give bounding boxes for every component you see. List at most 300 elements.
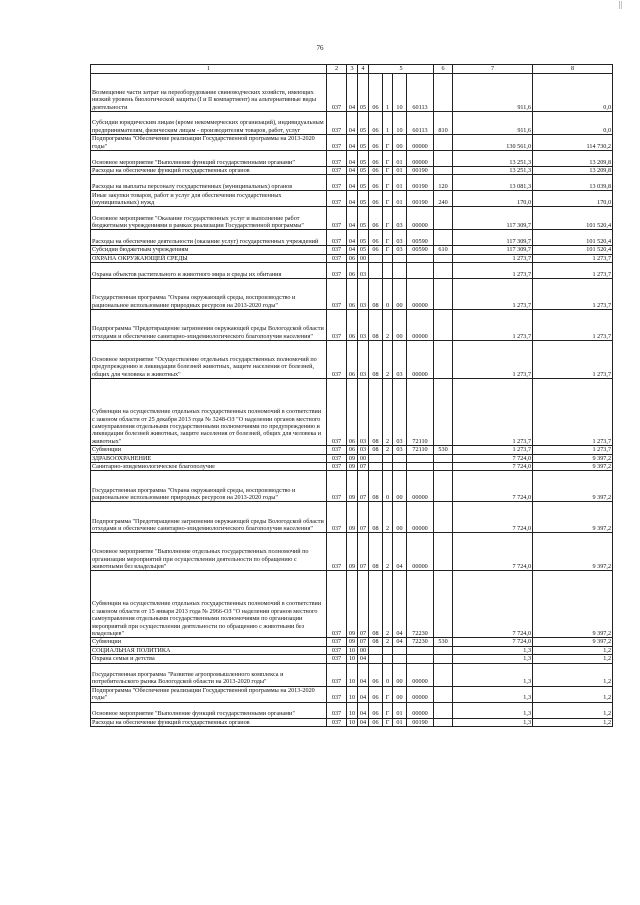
amount-year-2: 170,0 [533, 191, 613, 207]
code-program [369, 646, 383, 654]
code-direction: 00000 [407, 279, 434, 310]
code-subprogram: Г [383, 175, 393, 191]
table-row [91, 379, 613, 446]
code-expense-type [434, 279, 453, 310]
amount-year-1: 1,3 [453, 655, 533, 663]
table-row [91, 175, 613, 191]
code-subsection: 03 [358, 310, 369, 341]
code-ministry: 037 [327, 702, 347, 718]
header-cell: 2 [327, 65, 347, 74]
row-name: Расходы на обеспечение деятельности (оказание услуг) государственных учреждений [91, 230, 327, 246]
code-subprogram: Г [383, 718, 393, 726]
code-subprogram: 0 [383, 279, 393, 310]
code-program: 08 [369, 310, 383, 341]
amount-year-2: 9 397,2 [533, 502, 613, 533]
row-name: Охрана семьи и детства [91, 655, 327, 663]
code-ministry: 037 [327, 571, 347, 638]
amount-year-1: 117 309,7 [453, 207, 533, 230]
code-expense-type [434, 310, 453, 341]
amount-year-1: 130 561,0 [453, 135, 533, 151]
code-ministry: 037 [327, 310, 347, 341]
amount-year-1: 1,3 [453, 686, 533, 702]
code-event: 00 [393, 471, 407, 502]
code-section: 06 [347, 263, 358, 279]
code-program: 06 [369, 718, 383, 726]
header-cell: 4 [358, 65, 369, 74]
row-name: СОЦИАЛЬНАЯ ПОЛИТИКА [91, 646, 327, 654]
code-direction [407, 655, 434, 663]
code-ministry: 037 [327, 279, 347, 310]
code-event: 00 [393, 310, 407, 341]
table-row [91, 655, 613, 663]
row-name: Расходы на обеспечение функций государственных органов [91, 167, 327, 175]
code-direction: 60113 [407, 112, 434, 135]
code-ministry: 037 [327, 135, 347, 151]
code-program [369, 454, 383, 462]
code-direction: 72110 [407, 379, 434, 446]
code-subsection: 07 [358, 463, 369, 471]
budget-table [90, 64, 613, 727]
code-section: 06 [347, 279, 358, 310]
code-subprogram: Г [383, 191, 393, 207]
amount-year-2: 1,2 [533, 718, 613, 726]
code-ministry: 037 [327, 502, 347, 533]
code-subprogram [383, 454, 393, 462]
code-subprogram [383, 646, 393, 654]
amount-year-1: 1,3 [453, 646, 533, 654]
amount-year-2: 1,2 [533, 655, 613, 663]
amount-year-1: 117 309,7 [453, 246, 533, 254]
code-subprogram: Г [383, 230, 393, 246]
code-subprogram: Г [383, 207, 393, 230]
row-name: ЗДРАВООХРАНЕНИЕ [91, 454, 327, 462]
code-subsection: 05 [358, 207, 369, 230]
code-subsection: 05 [358, 151, 369, 167]
row-name: Основное мероприятие "Выполнение отдельных государственных полномочий по организации мероприятий при осуществлении деятельности по обращению с животными без владельцев" [91, 533, 327, 571]
code-program [369, 254, 383, 262]
amount-year-1: 7 724,0 [453, 454, 533, 462]
code-subprogram: 0 [383, 663, 393, 686]
row-name: Подпрограмма "Предотвращение загрязнения окружающей среды Вологодской области отходами и обеспечение санитарно-эпидемиологического благополучия населения" [91, 502, 327, 533]
row-name: Субвенции [91, 446, 327, 454]
amount-year-2: 1,2 [533, 702, 613, 718]
header-cell: 5 [369, 65, 434, 74]
code-event [393, 646, 407, 654]
amount-year-2: 13 209,8 [533, 167, 613, 175]
amount-year-1: 170,0 [453, 191, 533, 207]
code-expense-type [434, 702, 453, 718]
code-ministry: 037 [327, 638, 347, 646]
code-ministry: 037 [327, 263, 347, 279]
code-section: 04 [347, 246, 358, 254]
code-subsection: 03 [358, 379, 369, 446]
code-expense-type: 530 [434, 446, 453, 454]
code-event: 03 [393, 341, 407, 379]
amount-year-2: 13 209,8 [533, 151, 613, 167]
code-program: 06 [369, 702, 383, 718]
code-program: 06 [369, 207, 383, 230]
table-row [91, 254, 613, 262]
code-section: 04 [347, 167, 358, 175]
code-event [393, 254, 407, 262]
code-subprogram: 1 [383, 74, 393, 112]
table-row [91, 638, 613, 646]
amount-year-1: 1 273,7 [453, 341, 533, 379]
code-direction: 00590 [407, 246, 434, 254]
table-row [91, 135, 613, 151]
row-name: Государственная программа "Развитие агропромышленного комплекса и потребительского рынка Вологодской области на 2013-2020 годы" [91, 663, 327, 686]
code-direction [407, 463, 434, 471]
code-subsection: 03 [358, 341, 369, 379]
code-subprogram: Г [383, 686, 393, 702]
row-name: Государственная программа "Охрана окружающей среды, воспроизводство и рациональное использование природных ресурсов на 2013-2020 годы" [91, 471, 327, 502]
table-row [91, 686, 613, 702]
code-event: 00 [393, 279, 407, 310]
code-event: 01 [393, 175, 407, 191]
code-direction [407, 646, 434, 654]
code-subprogram: 2 [383, 638, 393, 646]
code-program: 06 [369, 112, 383, 135]
amount-year-2: 1 273,7 [533, 446, 613, 454]
amount-year-2: 0,0 [533, 74, 613, 112]
code-event: 03 [393, 207, 407, 230]
code-event: 00 [393, 663, 407, 686]
amount-year-2: 9 397,2 [533, 463, 613, 471]
code-direction: 60113 [407, 74, 434, 112]
code-program: 06 [369, 663, 383, 686]
code-ministry: 037 [327, 246, 347, 254]
amount-year-1: 117 309,7 [453, 230, 533, 246]
code-subsection: 05 [358, 246, 369, 254]
table-row [91, 167, 613, 175]
code-direction: 00000 [407, 702, 434, 718]
code-program: 06 [369, 246, 383, 254]
table-header-row [91, 65, 613, 74]
code-subsection: 04 [358, 663, 369, 686]
code-ministry: 037 [327, 533, 347, 571]
amount-year-2: 1,2 [533, 663, 613, 686]
row-name: Иные закупки товаров, работ и услуг для обеспечения государственных (муниципальных) нужд [91, 191, 327, 207]
code-direction: 00190 [407, 191, 434, 207]
code-subprogram: 2 [383, 341, 393, 379]
code-subprogram: 2 [383, 571, 393, 638]
code-subsection: 07 [358, 638, 369, 646]
code-program: 08 [369, 638, 383, 646]
code-subsection: 04 [358, 686, 369, 702]
code-subprogram: Г [383, 702, 393, 718]
amount-year-2: 1 273,7 [533, 310, 613, 341]
code-section: 06 [347, 379, 358, 446]
code-section: 10 [347, 646, 358, 654]
amount-year-2: 101 520,4 [533, 246, 613, 254]
code-section: 06 [347, 254, 358, 262]
row-name: Субсидии юридическим лицам (кроме некоммерческих организаций), индивидуальным предпринимателям, физическим лицам - производителям товаров, работ, услуг [91, 112, 327, 135]
code-event: 04 [393, 571, 407, 638]
code-direction: 00000 [407, 135, 434, 151]
amount-year-2: 9 397,2 [533, 533, 613, 571]
code-expense-type [434, 230, 453, 246]
code-program [369, 655, 383, 663]
code-section: 09 [347, 533, 358, 571]
amount-year-2: 13 039,8 [533, 175, 613, 191]
code-direction [407, 263, 434, 279]
code-ministry: 037 [327, 454, 347, 462]
code-program [369, 463, 383, 471]
code-section: 06 [347, 310, 358, 341]
code-event: 01 [393, 151, 407, 167]
code-section: 04 [347, 112, 358, 135]
table-row [91, 341, 613, 379]
amount-year-1: 1,3 [453, 702, 533, 718]
code-subsection: 07 [358, 533, 369, 571]
code-subsection: 05 [358, 74, 369, 112]
code-ministry: 037 [327, 175, 347, 191]
code-expense-type [434, 254, 453, 262]
code-expense-type: 240 [434, 191, 453, 207]
code-ministry: 037 [327, 471, 347, 502]
code-expense-type [434, 533, 453, 571]
code-event: 04 [393, 638, 407, 646]
code-section: 09 [347, 454, 358, 462]
code-direction: 00000 [407, 686, 434, 702]
row-name: Субсидии бюджетным учреждениям [91, 246, 327, 254]
code-event: 10 [393, 112, 407, 135]
row-name: Субвенции на осуществление отдельных государственных полномочий в соответствии с законом области от 25 декабря 2013 года № 3248-ОЗ "О наделении органов местного самоуправления отдельными государственными полномочиями по предупреждению и ликвидации болезней животных, защите населения от болезней, общих для человека и животных" [91, 379, 327, 446]
amount-year-2: 1 273,7 [533, 279, 613, 310]
header-cell: 7 [453, 65, 533, 74]
code-subsection: 04 [358, 718, 369, 726]
code-section: 06 [347, 341, 358, 379]
code-ministry: 037 [327, 74, 347, 112]
code-subsection: 04 [358, 702, 369, 718]
code-ministry: 037 [327, 151, 347, 167]
code-expense-type [434, 135, 453, 151]
code-ministry: 037 [327, 655, 347, 663]
code-subsection: 05 [358, 175, 369, 191]
amount-year-2: 101 520,4 [533, 207, 613, 230]
page-number: 76 [316, 44, 324, 52]
row-name: Санитарно-эпидемиологическое благополучие [91, 463, 327, 471]
code-program: 08 [369, 471, 383, 502]
code-event: 03 [393, 446, 407, 454]
code-program: 06 [369, 74, 383, 112]
code-event: 00 [393, 502, 407, 533]
amount-year-1: 7 724,0 [453, 533, 533, 571]
row-name: Подпрограмма "Обеспечение реализации Государственной программы на 2013-2020 годы" [91, 135, 327, 151]
code-program: 08 [369, 446, 383, 454]
code-event: 00 [393, 686, 407, 702]
code-program: 08 [369, 502, 383, 533]
amount-year-1: 13 251,3 [453, 167, 533, 175]
code-direction: 00190 [407, 718, 434, 726]
header-cell: 8 [533, 65, 613, 74]
code-event: 03 [393, 246, 407, 254]
code-expense-type [434, 263, 453, 279]
row-name: Основное мероприятие "Выполнение функций государственными органами" [91, 151, 327, 167]
amount-year-2: 9 397,2 [533, 571, 613, 638]
code-ministry: 037 [327, 167, 347, 175]
code-subsection: 00 [358, 254, 369, 262]
code-expense-type [434, 463, 453, 471]
code-expense-type [434, 151, 453, 167]
code-direction [407, 254, 434, 262]
code-direction: 00000 [407, 310, 434, 341]
code-ministry: 037 [327, 663, 347, 686]
code-subsection: 05 [358, 135, 369, 151]
code-expense-type [434, 646, 453, 654]
code-expense-type [434, 663, 453, 686]
code-subprogram: 2 [383, 446, 393, 454]
code-subsection: 07 [358, 502, 369, 533]
code-ministry: 037 [327, 191, 347, 207]
code-expense-type [434, 686, 453, 702]
code-expense-type [434, 341, 453, 379]
code-event: 00 [393, 135, 407, 151]
amount-year-1: 1 273,7 [453, 279, 533, 310]
code-ministry: 037 [327, 207, 347, 230]
code-event: 04 [393, 533, 407, 571]
code-direction: 00000 [407, 502, 434, 533]
code-event [393, 263, 407, 279]
code-subprogram [383, 463, 393, 471]
code-expense-type: 810 [434, 112, 453, 135]
table-row [91, 246, 613, 254]
code-direction: 00590 [407, 230, 434, 246]
code-section: 06 [347, 446, 358, 454]
code-direction: 00000 [407, 471, 434, 502]
code-section: 10 [347, 686, 358, 702]
code-expense-type: 530 [434, 638, 453, 646]
code-program [369, 263, 383, 279]
code-ministry: 037 [327, 718, 347, 726]
amount-year-1: 1 273,7 [453, 379, 533, 446]
amount-year-1: 7 724,0 [453, 638, 533, 646]
code-subsection: 07 [358, 571, 369, 638]
amount-year-2: 0,0 [533, 112, 613, 135]
amount-year-2: 1 273,7 [533, 263, 613, 279]
code-direction: 72110 [407, 446, 434, 454]
table-row [91, 310, 613, 341]
amount-year-1: 1 273,7 [453, 446, 533, 454]
code-section: 09 [347, 502, 358, 533]
table-row [91, 446, 613, 454]
code-subsection: 07 [358, 471, 369, 502]
table-row [91, 230, 613, 246]
amount-year-2: 1 273,7 [533, 254, 613, 262]
amount-year-1: 1 273,7 [453, 310, 533, 341]
header-cell: 6 [434, 65, 453, 74]
code-direction [407, 454, 434, 462]
code-subsection: 04 [358, 655, 369, 663]
code-ministry: 037 [327, 254, 347, 262]
code-subprogram: 2 [383, 533, 393, 571]
amount-year-2: 1 273,7 [533, 341, 613, 379]
code-expense-type [434, 502, 453, 533]
code-event: 01 [393, 167, 407, 175]
code-direction: 00000 [407, 533, 434, 571]
amount-year-1: 7 724,0 [453, 463, 533, 471]
table-row [91, 502, 613, 533]
code-event: 01 [393, 718, 407, 726]
code-subprogram: 2 [383, 310, 393, 341]
code-event [393, 454, 407, 462]
code-subsection: 03 [358, 279, 369, 310]
amount-year-1: 7 724,0 [453, 471, 533, 502]
code-program: 06 [369, 686, 383, 702]
code-expense-type [434, 655, 453, 663]
code-section: 10 [347, 655, 358, 663]
table-row [91, 191, 613, 207]
amount-year-1: 13 081,3 [453, 175, 533, 191]
code-subprogram: 0 [383, 471, 393, 502]
code-direction: 72230 [407, 638, 434, 646]
code-program: 08 [369, 279, 383, 310]
code-event: 03 [393, 230, 407, 246]
code-event [393, 655, 407, 663]
table-row [91, 279, 613, 310]
code-section: 10 [347, 702, 358, 718]
corner-mark: || [618, 0, 622, 9]
table-row [91, 663, 613, 686]
code-program: 06 [369, 135, 383, 151]
row-name: Государственная программа "Охрана окружающей среды, воспроизводство и рациональное использование природных ресурсов на 2013-2020 годы" [91, 279, 327, 310]
table-row [91, 571, 613, 638]
code-direction: 00190 [407, 175, 434, 191]
row-name: Основное мероприятие "Выполнение функций государственными органами" [91, 702, 327, 718]
code-expense-type: 120 [434, 175, 453, 191]
table-row [91, 207, 613, 230]
amount-year-1: 1 273,7 [453, 263, 533, 279]
amount-year-2: 1 273,7 [533, 379, 613, 446]
table-row [91, 112, 613, 135]
code-direction: 00000 [407, 207, 434, 230]
code-direction: 00000 [407, 151, 434, 167]
code-subprogram: 2 [383, 379, 393, 446]
table-row [91, 463, 613, 471]
amount-year-1: 1,3 [453, 663, 533, 686]
table-row [91, 646, 613, 654]
code-section: 09 [347, 463, 358, 471]
code-direction: 72230 [407, 571, 434, 638]
code-section: 04 [347, 151, 358, 167]
code-subsection: 05 [358, 191, 369, 207]
code-ministry: 037 [327, 646, 347, 654]
code-ministry: 037 [327, 686, 347, 702]
code-subprogram [383, 254, 393, 262]
row-name: Подпрограмма "Обеспечение реализации Государственной программы на 2013-2020 годы" [91, 686, 327, 702]
code-subprogram: 2 [383, 502, 393, 533]
code-expense-type [434, 718, 453, 726]
code-expense-type [434, 471, 453, 502]
row-name: Расходы на выплаты персоналу государственных (муниципальных) органов [91, 175, 327, 191]
code-program: 06 [369, 230, 383, 246]
amount-year-2: 114 730,2 [533, 135, 613, 151]
code-ministry: 037 [327, 379, 347, 446]
header-cell: 3 [347, 65, 358, 74]
code-subsection: 05 [358, 112, 369, 135]
code-subprogram: Г [383, 135, 393, 151]
row-name: Возмещение части затрат на переоборудование свиноводческих хозяйств, имеющих низкий уровень биологической защиты (I и II компартмент) на альтернативные виды деятельности [91, 74, 327, 112]
amount-year-2: 9 397,2 [533, 471, 613, 502]
code-subprogram [383, 655, 393, 663]
code-ministry: 037 [327, 446, 347, 454]
code-expense-type [434, 207, 453, 230]
code-event: 03 [393, 379, 407, 446]
code-ministry: 037 [327, 463, 347, 471]
amount-year-1: 7 724,0 [453, 502, 533, 533]
code-ministry: 037 [327, 341, 347, 379]
code-program: 08 [369, 571, 383, 638]
